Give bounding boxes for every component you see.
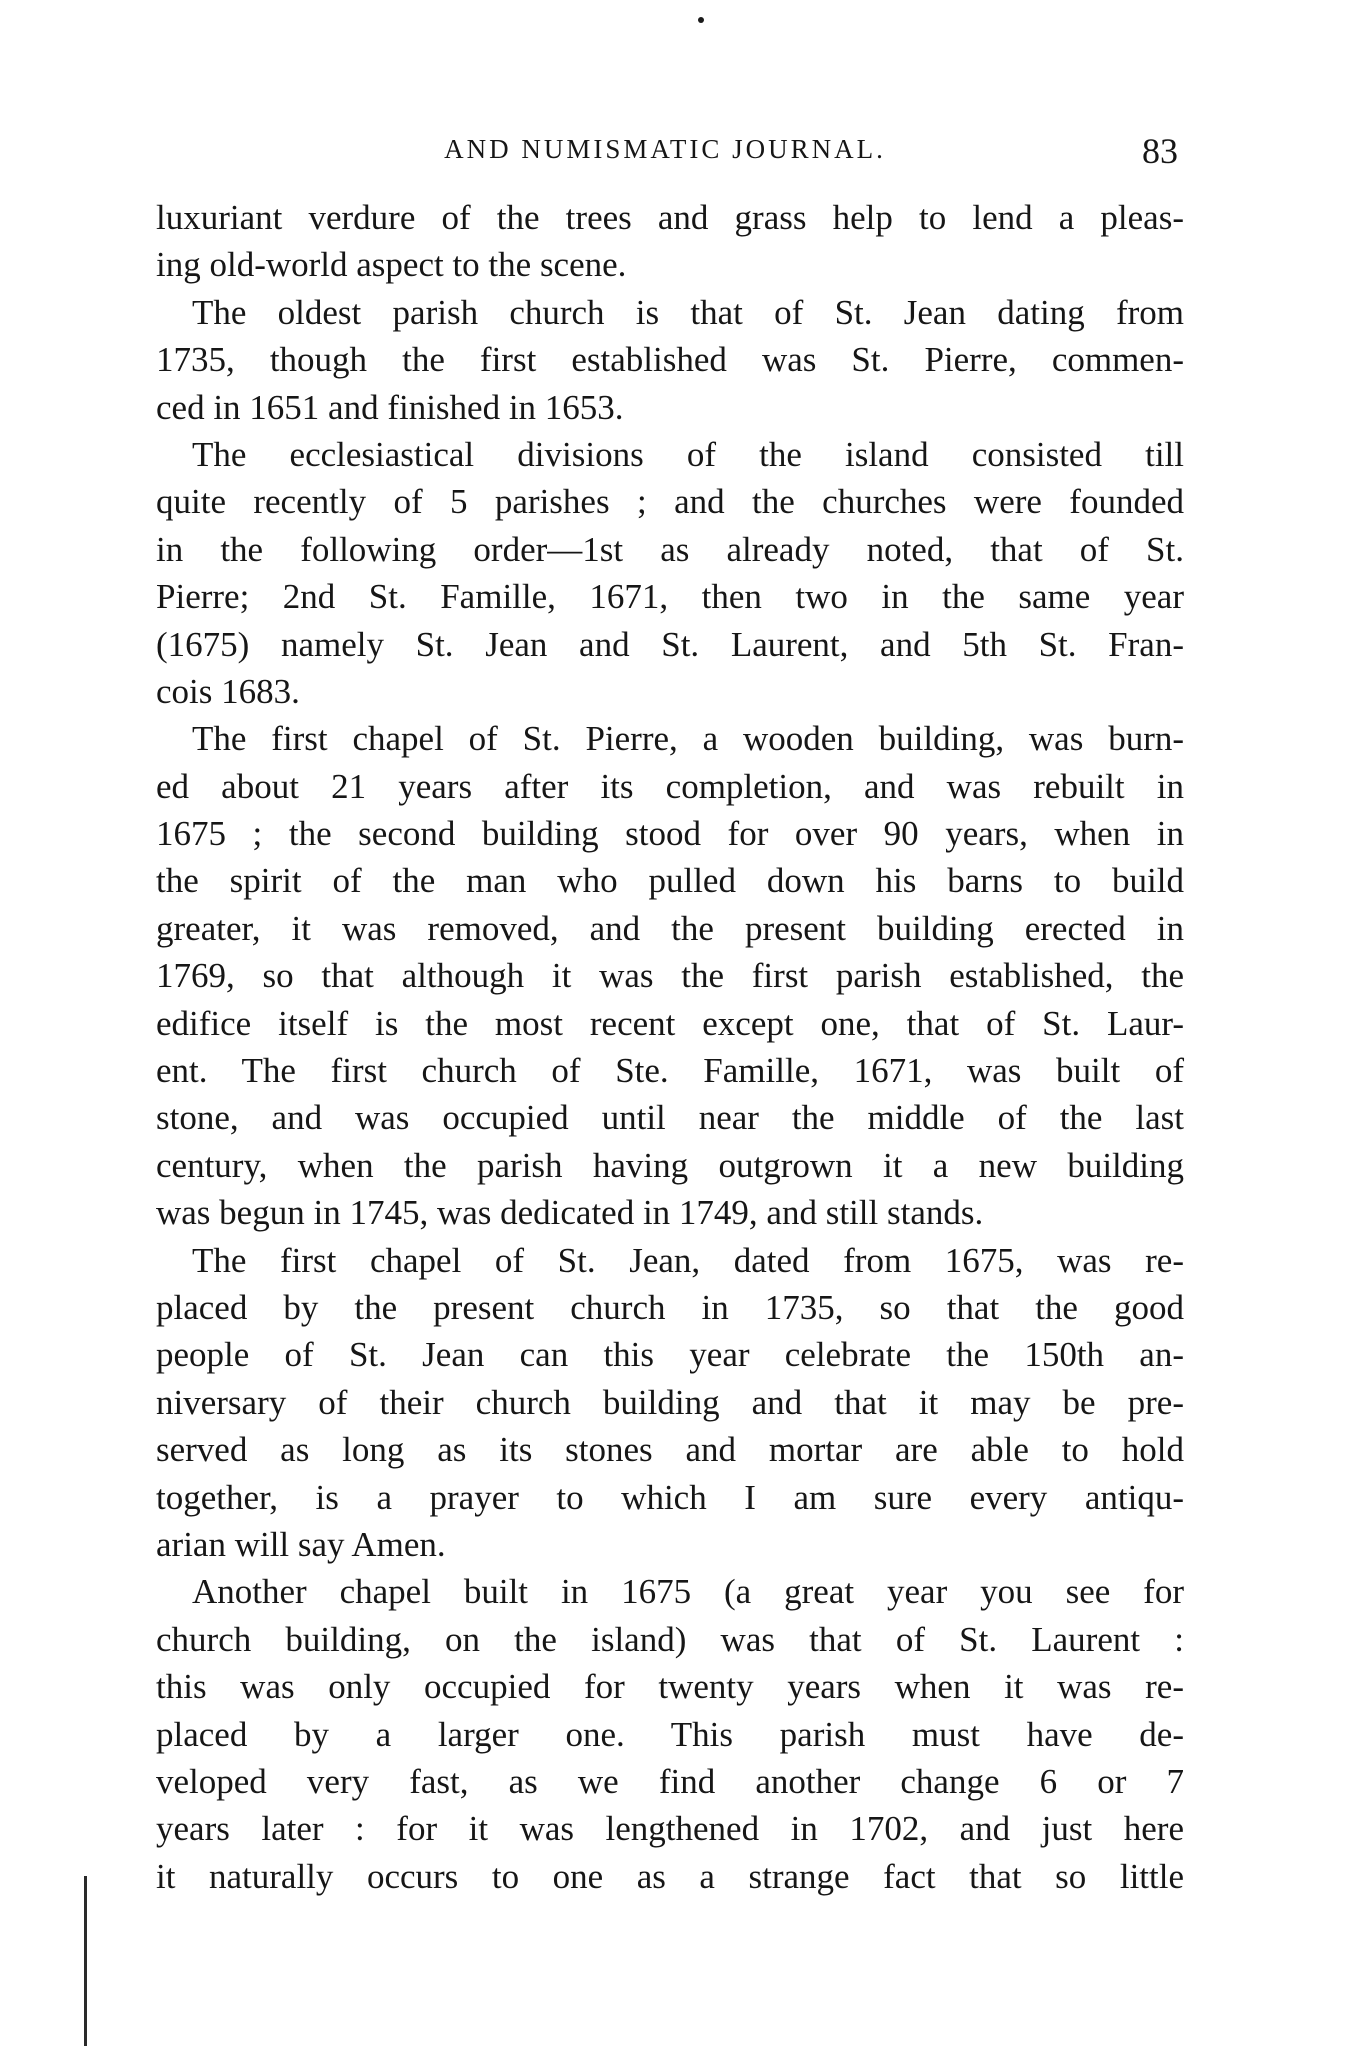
- text-line: was begun in 1745, was dedicated in 1749, and still stands.: [156, 1193, 984, 1233]
- text-line: century, when the parish having outgrown it a new building: [156, 1145, 1184, 1185]
- body-text: [156, 194, 1184, 1900]
- text-line: people of St. Jean can this year celebrate the 150th an-: [156, 1335, 1184, 1375]
- text-line: this was only occupied for twenty years when it was re-: [156, 1667, 1184, 1707]
- text-line: 1735, though the first established was St. Pierre, commen-: [156, 340, 1184, 380]
- text-line: Another chapel built in 1675 (a great year you see for: [192, 1572, 1184, 1612]
- ink-speck: [698, 17, 704, 23]
- text-line: cois 1683.: [156, 671, 300, 711]
- text-line: 1675 ; the second building stood for over 90 years, when in: [156, 814, 1184, 854]
- text-line: The ecclesiastical divisions of the island consisted till: [192, 434, 1184, 474]
- text-line: quite recently of 5 parishes ; and the churches were founded: [156, 482, 1184, 522]
- text-line: greater, it was removed, and the present building erected in: [156, 908, 1184, 948]
- text-line: ed about 21 years after its completion, and was rebuilt in: [156, 766, 1184, 806]
- text-line: niversary of their church building and that it may be pre-: [156, 1382, 1184, 1422]
- text-line: placed by the present church in 1735, so that the good: [156, 1287, 1184, 1327]
- text-line: The first chapel of St. Pierre, a wooden building, was burn-: [192, 719, 1184, 759]
- text-line: 1769, so that although it was the first parish established, the: [156, 956, 1184, 996]
- text-line: arian will say Amen.: [156, 1524, 446, 1564]
- text-line: in the following order—1st as already noted, that of St.: [156, 529, 1184, 569]
- text-line: placed by a larger one. This parish must have de-: [156, 1714, 1184, 1754]
- text-line: years later : for it was lengthened in 1702, and just here: [156, 1809, 1184, 1849]
- text-line: The first chapel of St. Jean, dated from 1675, was re-: [192, 1240, 1184, 1280]
- text-line: together, is a prayer to which I am sure every antiqu-: [156, 1477, 1184, 1517]
- text-line: ing old-world aspect to the scene.: [156, 245, 627, 285]
- text-line: edifice itself is the most recent except one, that of St. Laur-: [156, 1003, 1184, 1043]
- text-line: stone, and was occupied until near the middle of the last: [156, 1098, 1184, 1138]
- page-number: 83: [1142, 131, 1178, 171]
- text-line: (1675) namely St. Jean and St. Laurent, and 5th St. Fran-: [156, 624, 1184, 664]
- text-line: Pierre; 2nd St. Famille, 1671, then two in the same year: [156, 577, 1184, 617]
- text-line: served as long as its stones and mortar are able to hold: [156, 1430, 1184, 1470]
- text-line: The oldest parish church is that of St. Jean dating from: [192, 292, 1184, 332]
- text-line: ced in 1651 and finished in 1653.: [156, 387, 624, 427]
- running-head: [140, 130, 1190, 174]
- text-line: it naturally occurs to one as a strange fact that so little: [156, 1856, 1184, 1896]
- text-line: the spirit of the man who pulled down his barns to build: [156, 861, 1184, 901]
- text-line: church building, on the island) was that of St. Laurent :: [156, 1619, 1184, 1659]
- text-line: luxuriant verdure of the trees and grass help to lend a pleas-: [156, 198, 1184, 237]
- text-line: ent. The first church of Ste. Famille, 1671, was built of: [156, 1051, 1184, 1091]
- margin-rule: [84, 1876, 87, 2046]
- text-line: veloped very fast, as we find another change 6 or 7: [156, 1761, 1184, 1801]
- running-title: AND NUMISMATIC JOURNAL.: [444, 134, 886, 164]
